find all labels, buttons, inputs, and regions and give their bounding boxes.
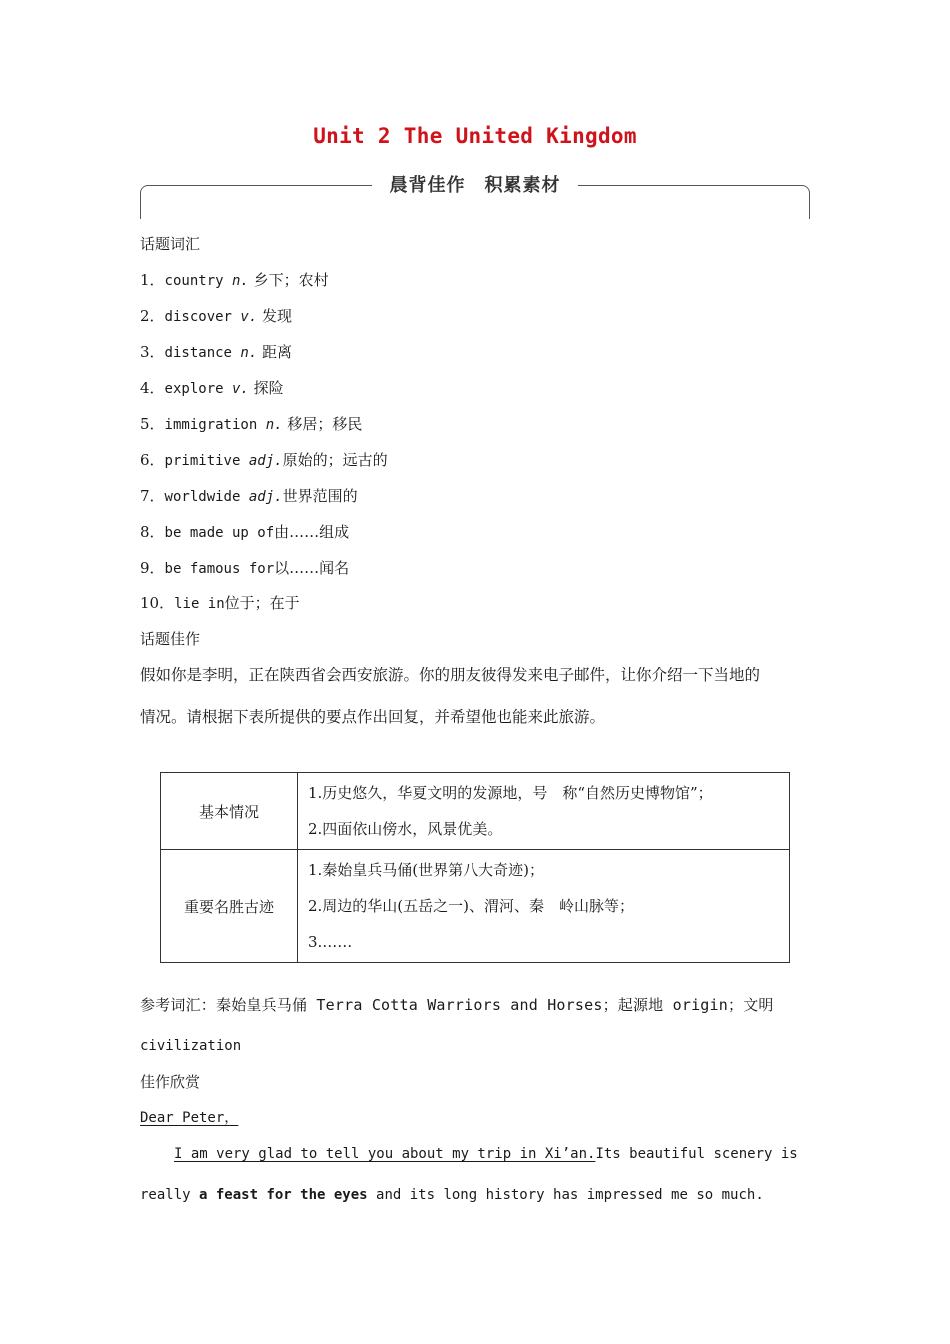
vocab-item — [140, 558, 349, 579]
table-row-head: 重要名胜古迹 — [161, 850, 298, 963]
essay-heading: 话题佳作 — [140, 630, 201, 648]
letter-line-1 — [174, 1144, 798, 1164]
vocab-item — [140, 378, 284, 399]
vocab-heading: 话题词汇 — [140, 235, 201, 253]
letter-greeting: Dear Peter， — [140, 1110, 239, 1126]
table-item: 1.秦始皇兵马俑(世界第八大奇迹)； — [308, 861, 545, 879]
vocab-item — [140, 270, 329, 291]
vocab-number: 6． — [140, 451, 165, 469]
vocab-meaning: 位于；在于 — [224, 594, 300, 612]
vocab-number: 8． — [140, 523, 165, 541]
table-row-head: 基本情况 — [161, 773, 298, 850]
vocab-word: immigration — [164, 417, 266, 433]
vocab-word: distance — [164, 345, 241, 361]
vocab-item — [140, 522, 349, 543]
table-row-body — [298, 773, 790, 850]
vocab-pos: adj. — [248, 453, 283, 469]
vocab-word: country — [164, 273, 232, 289]
table-item: 2.周边的华山(五岳之一)、渭河、秦 岭山脉等； — [308, 897, 635, 915]
vocab-meaning: 由……组成 — [274, 523, 350, 541]
page-title: Unit 2 The United Kingdom — [313, 124, 637, 148]
vocab-item — [140, 486, 358, 507]
letter-line-2-pre: really — [140, 1187, 200, 1203]
vocab-pos: n. — [231, 273, 249, 289]
table-item: 3.…… — [308, 933, 353, 951]
vocab-pos: adj. — [248, 489, 283, 505]
vocab-item — [140, 593, 300, 614]
vocab-pos: n. — [265, 417, 283, 433]
letter-line-1-rest: Its beautiful scenery is — [595, 1146, 798, 1162]
letter-topic-sentence: I am very glad to tell you about my trip in Xi’an. — [174, 1146, 596, 1162]
letter-highlight: a feast for the eyes — [199, 1187, 368, 1203]
table-row-body — [298, 850, 790, 963]
appreciation-heading: 佳作欣赏 — [140, 1073, 201, 1091]
vocab-number: 5． — [140, 415, 165, 433]
vocab-word: primitive — [164, 453, 249, 469]
vocab-meaning: 乡下；农村 — [248, 271, 329, 289]
vocab-number: 1． — [140, 271, 165, 289]
vocab-word: be famous for — [164, 561, 275, 577]
vocab-pos: v. — [240, 309, 258, 325]
vocab-number: 4． — [140, 379, 165, 397]
table-row — [161, 850, 790, 963]
prompt-line-2: 情况。请根据下表所提供的要点作出回复，并希望他也能来此旅游。 — [140, 708, 606, 726]
letter-line-2 — [140, 1185, 764, 1205]
table-item: 2.四面依山傍水，风景优美。 — [308, 820, 503, 838]
ref-vocab-line-1: 参考词汇：秦始皇兵马俑 Terra Cotta Warriors and Horses；起源地 origin；文明 — [140, 996, 774, 1014]
vocab-word: explore — [164, 381, 232, 397]
vocab-pos: n. — [240, 345, 258, 361]
vocab-word: lie in — [174, 596, 225, 612]
vocab-meaning: 距离 — [257, 343, 293, 361]
section-banner — [140, 176, 810, 220]
table-row — [161, 773, 790, 850]
letter-line-2-post: and its long history has impressed me so much. — [367, 1187, 764, 1203]
vocab-item — [140, 342, 292, 363]
vocab-meaning: 世界范围的 — [282, 487, 358, 505]
vocab-meaning: 原始的；远古的 — [282, 451, 388, 469]
vocab-number: 7． — [140, 487, 165, 505]
vocab-meaning: 发现 — [257, 307, 293, 325]
vocab-word: discover — [164, 309, 241, 325]
vocab-number: 3． — [140, 343, 165, 361]
vocab-word: worldwide — [164, 489, 249, 505]
vocab-meaning: 探险 — [248, 379, 284, 397]
vocab-number: 10． — [140, 594, 175, 612]
vocab-item — [140, 450, 388, 471]
vocab-word: be made up of — [164, 525, 275, 541]
prompt-line-1: 假如你是李明，正在陕西省会西安旅游。你的朋友彼得发来电子邮件，让你介绍一下当地的 — [140, 666, 761, 684]
info-table — [160, 772, 790, 963]
table-item: 1.历史悠久，华夏文明的发源地，号 称“自然历史博物馆”； — [308, 784, 713, 802]
vocab-pos: v. — [231, 381, 249, 397]
vocab-item — [140, 414, 362, 435]
vocab-meaning: 移居；移民 — [282, 415, 363, 433]
banner-label: 晨背佳作 积累素材 — [372, 176, 578, 196]
vocab-item — [140, 306, 292, 327]
vocab-number: 2． — [140, 307, 165, 325]
vocab-meaning: 以……闻名 — [274, 559, 350, 577]
vocab-number: 9． — [140, 559, 165, 577]
ref-vocab-line-2: civilization — [140, 1038, 242, 1054]
